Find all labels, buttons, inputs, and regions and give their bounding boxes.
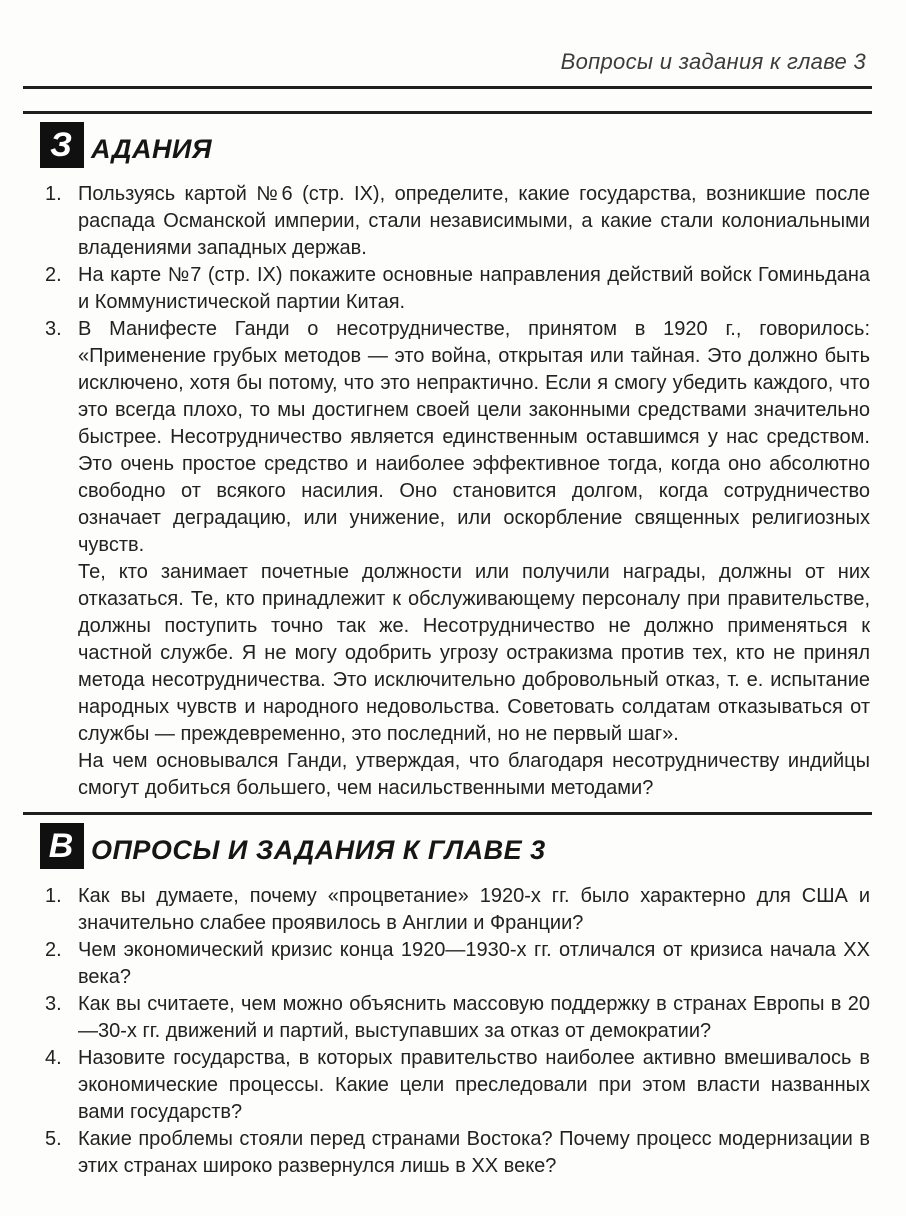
item-number: 2. [45,939,62,961]
list-item [45,181,870,262]
item-paragraph: В Манифесте Ганди о несотрудничестве, принятом в 1920 г., говорилось: «Применение грубых методов — это война, открытая или тайная. Это должно быть исключено, хотя бы потому, что это непрактично. Если я смогу убедить каждого, что это всегда плохо, то мы достигнем своей цели законными средствами значительно быстрее. Несотрудничество является единственным оставшимся у нас средством. Это очень простое средство и наиболее эффективное тогда, когда оно абсолютно свободно от всякого насилия. Оно становится долгом, когда сотрудничество означает деградацию, или унижение, или оскорбление священных религиозных чувств. [78,318,870,556]
list-item [45,262,870,316]
item-paragraph: Назовите государства, в которых правительство наиболее активно вмешивалось в экономические процессы. Какие цели преследовали при этом власти названных вами государств? [78,1047,870,1123]
dropcap-box: В [40,823,84,869]
item-text [78,316,870,802]
item-text [78,262,870,316]
item-number: 3. [45,318,62,340]
section-tasks-title-text: АДАНИЯ [91,134,213,164]
list-item [45,316,870,802]
item-text [78,1045,870,1126]
section-tasks-rule [23,111,872,114]
item-text [78,991,870,1045]
item-number: 2. [45,264,62,286]
list-item [45,1045,870,1126]
section-tasks [0,111,906,802]
item-text [78,181,870,262]
questions-list [45,883,870,1180]
item-paragraph: Как вы думаете, почему «процветание» 1920-х гг. было характерно для США и значительно слабее проявилось в Англии и Франции? [78,885,870,934]
item-text [78,937,870,991]
item-number: 5. [45,1128,62,1150]
dropcap-box: З [40,122,84,168]
item-paragraph: Те, кто занимает почетные должности или получили награды, должны от них отказаться. Те, кто принадлежит к обслуживающему персоналу при правительстве, должны поступить точно так же. Несотрудничество не должно применяться к частной службе. Я не могу одобрить угрозу остракизма против тех, кто не принял метода несотрудничества. Это исключительно добровольный отказ, т. е. испытание народных чувств и народного недовольства. Советовать солдатам отказываться от службы — преждевременно, это последний, но не первый шаг». [78,561,870,745]
list-item [45,1126,870,1180]
item-paragraph: Пользуясь картой №6 (стр. IX), определите, какие государства, возникшие после распада Османской империи, стали независимыми, а какие стали колониальными владениями западных держав. [78,183,870,259]
section-questions [0,812,906,1180]
item-paragraph: На чем основывался Ганди, утверждая, что благодаря несотрудничеству индийцы смогут добиться большего, чем насильственными методами? [78,750,870,799]
item-text [78,1126,870,1180]
section-questions-heading [40,823,906,869]
section-questions-title-text: ОПРОСЫ И ЗАДАНИЯ К ГЛАВЕ 3 [91,835,546,865]
item-paragraph: Как вы считаете, чем можно объяснить массовую поддержку в странах Европы в 20—30-х гг. движений и партий, выступавших за отказ от демократии? [78,993,870,1042]
item-paragraph: Какие проблемы стояли перед странами Востока? Почему процесс модернизации в этих странах широко развернулся лишь в XX веке? [78,1128,870,1177]
item-number: 1. [45,885,62,907]
item-number: 1. [45,183,62,205]
tasks-list [45,181,870,802]
item-paragraph: Чем экономический кризис конца 1920—1930-х гг. отличался от кризиса начала XX века? [78,939,870,988]
item-paragraph: На карте №7 (стр. IX) покажите основные направления действий войск Гоминьдана и Коммунистической партии Китая. [78,264,870,313]
list-item [45,937,870,991]
section-questions-rule [23,812,872,815]
list-item [45,883,870,937]
item-text [78,883,870,937]
item-number: 4. [45,1047,62,1069]
header-rule [23,86,872,89]
list-item [45,991,870,1045]
section-tasks-heading [40,122,906,168]
running-header: Вопросы и задания к главе 3 [560,49,866,74]
item-number: 3. [45,993,62,1015]
